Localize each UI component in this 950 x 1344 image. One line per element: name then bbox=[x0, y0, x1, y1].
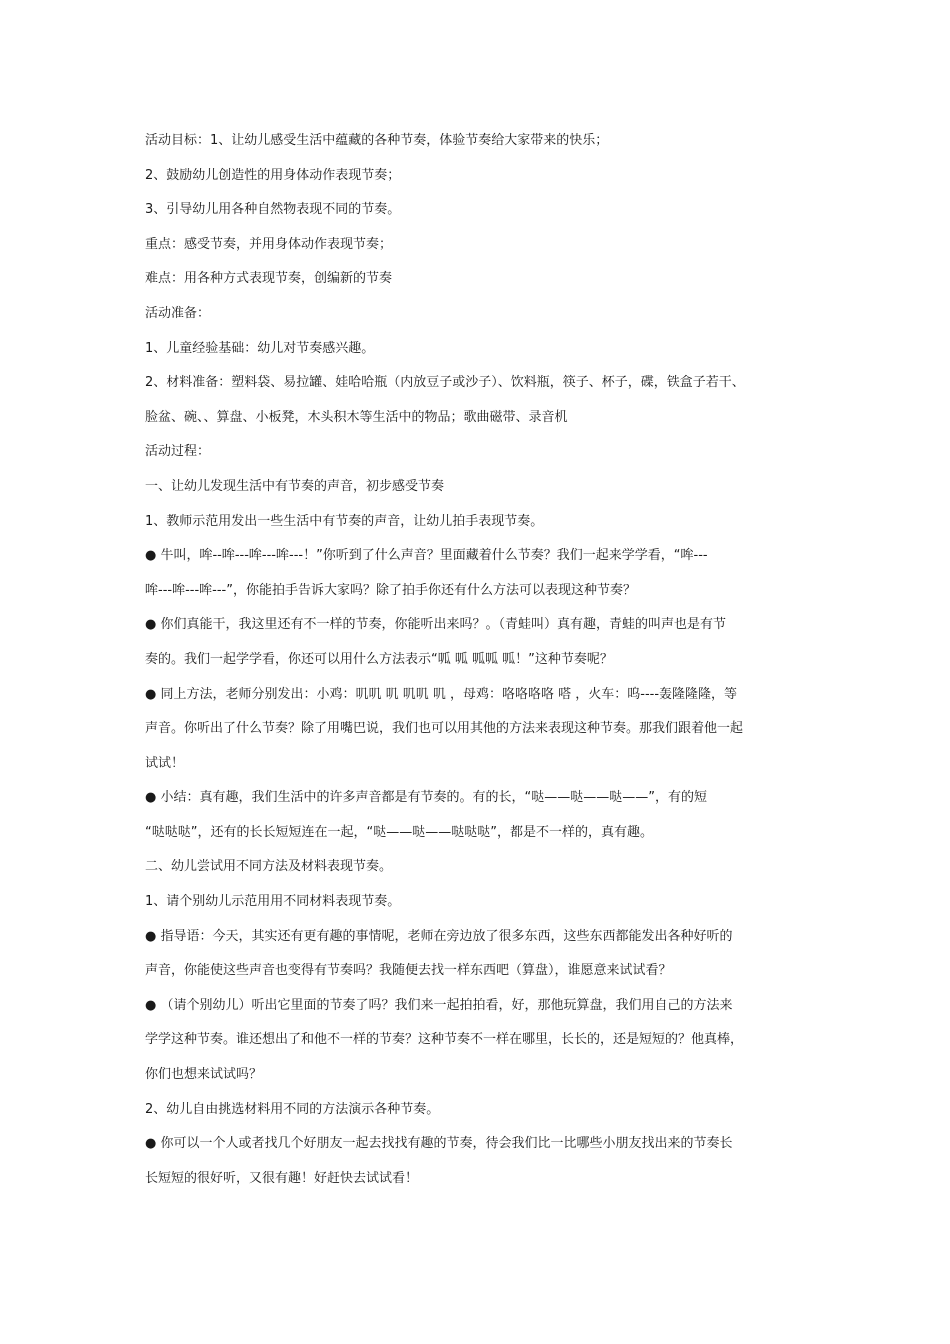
text-line: ● 牛叫，哞--哞---哞---哞---！”你听到了什么声音？里面藏着什么节奏？我们一起来学学看，“哞--- bbox=[145, 548, 708, 564]
text-line: 2、材料准备：塑料袋、易拉罐、娃哈哈瓶（内放豆子或沙子）、饮料瓶，筷子、杯子，碟，铁盒子若干、 bbox=[145, 375, 745, 391]
text-line: ● （请个别幼儿）听出它里面的节奏了吗？我们来一起拍拍看，好，那他玩算盘，我们用自己的方法来 bbox=[145, 997, 733, 1013]
document-body bbox=[145, 124, 825, 1196]
text-line: 1、儿童经验基础：幼儿对节奏感兴趣。 bbox=[145, 340, 375, 356]
text-line: 哞---哞---哞---”，你能拍手告诉大家吗？除了拍手你还有什么方法可以表现这种节奏？ bbox=[145, 582, 636, 598]
text-line: 重点：感受节奏，并用身体动作表现节奏； bbox=[145, 236, 393, 252]
text-line: 一、让幼儿发现生活中有节奏的声音，初步感受节奏 bbox=[145, 478, 445, 494]
text-line: ● 小结：真有趣，我们生活中的许多声音都是有节奏的。有的长，“哒——哒——哒——”，有的短 bbox=[145, 790, 707, 806]
text-line: 活动准备： bbox=[145, 305, 211, 321]
text-line: 3、引导幼儿用各种自然物表现不同的节奏。 bbox=[145, 202, 401, 218]
text-line: 声音，你能使这些声音也变得有节奏吗？我随便去找一样东西吧（算盘），谁愿意来试试看？ bbox=[145, 963, 672, 979]
text-line: 难点：用各种方式表现节奏，创编新的节奏 bbox=[145, 271, 393, 287]
text-line: 二、幼儿尝试用不同方法及材料表现节奏。 bbox=[145, 859, 393, 875]
text-line: 试试！ bbox=[145, 755, 185, 771]
text-line: 活动目标：1、让幼儿感受生活中蕴藏的各种节奏，体验节奏给大家带来的快乐； bbox=[145, 133, 609, 148]
text-line: 2、幼儿自由挑选材料用不同的方法演示各种节奏。 bbox=[145, 1101, 440, 1117]
text-line: 奏的。我们一起学学看，你还可以用什么方法表示“呱 呱 呱呱 呱！”这种节奏呢？ bbox=[145, 651, 613, 667]
text-line: 1、请个别幼儿示范用用不同材料表现节奏。 bbox=[145, 894, 401, 910]
text-line: 2、鼓励幼儿创造性的用身体动作表现节奏； bbox=[145, 167, 401, 183]
text-line: ● 同上方法，老师分别发出：小鸡：叽叽 叽 叽叽 叽 ，母鸡：咯咯咯咯 嗒 ，火车：呜----轰隆隆隆，等 bbox=[145, 686, 738, 702]
text-line: “哒哒哒”，还有的长长短短连在一起，“哒——哒——哒哒哒”，都是不一样的，真有趣。 bbox=[145, 824, 653, 840]
text-line: ● 指导语：今天，其实还有更有趣的事情呢，老师在旁边放了很多东西，这些东西都能发出各种好听的 bbox=[145, 928, 733, 944]
text-line: 活动过程： bbox=[145, 444, 211, 460]
text-line: 你们也想来试试吗？ bbox=[145, 1067, 263, 1083]
text-line: ● 你可以一个人或者找几个好朋友一起去找找有趣的节奏，待会我们比一比哪些小朋友找出来的节奏长 bbox=[145, 1136, 733, 1152]
text-line: 学学这种节奏。谁还想出了和他不一样的节奏？这种节奏不一样在哪里，长长的，还是短短的？他真棒， bbox=[145, 1032, 744, 1048]
text-line: ● 你们真能干，我这里还有不一样的节奏，你能听出来吗？。（青蛙叫）真有趣，青蛙的叫声也是有节 bbox=[145, 617, 726, 633]
text-line: 1、教师示范用发出一些生活中有节奏的声音，让幼儿拍手表现节奏。 bbox=[145, 513, 544, 529]
text-line: 脸盆、碗、、算盘、小板凳，木头积木等生活中的物品；歌曲磁带、录音机 bbox=[145, 409, 568, 425]
text-line: 声音。你听出了什么节奏？除了用嘴巴说，我们也可以用其他的方法来表现这种节奏。那我们跟着他一起 bbox=[145, 721, 744, 737]
text-line: 长短短的很好听，又很有趣！好赶快去试试看！ bbox=[145, 1170, 419, 1186]
